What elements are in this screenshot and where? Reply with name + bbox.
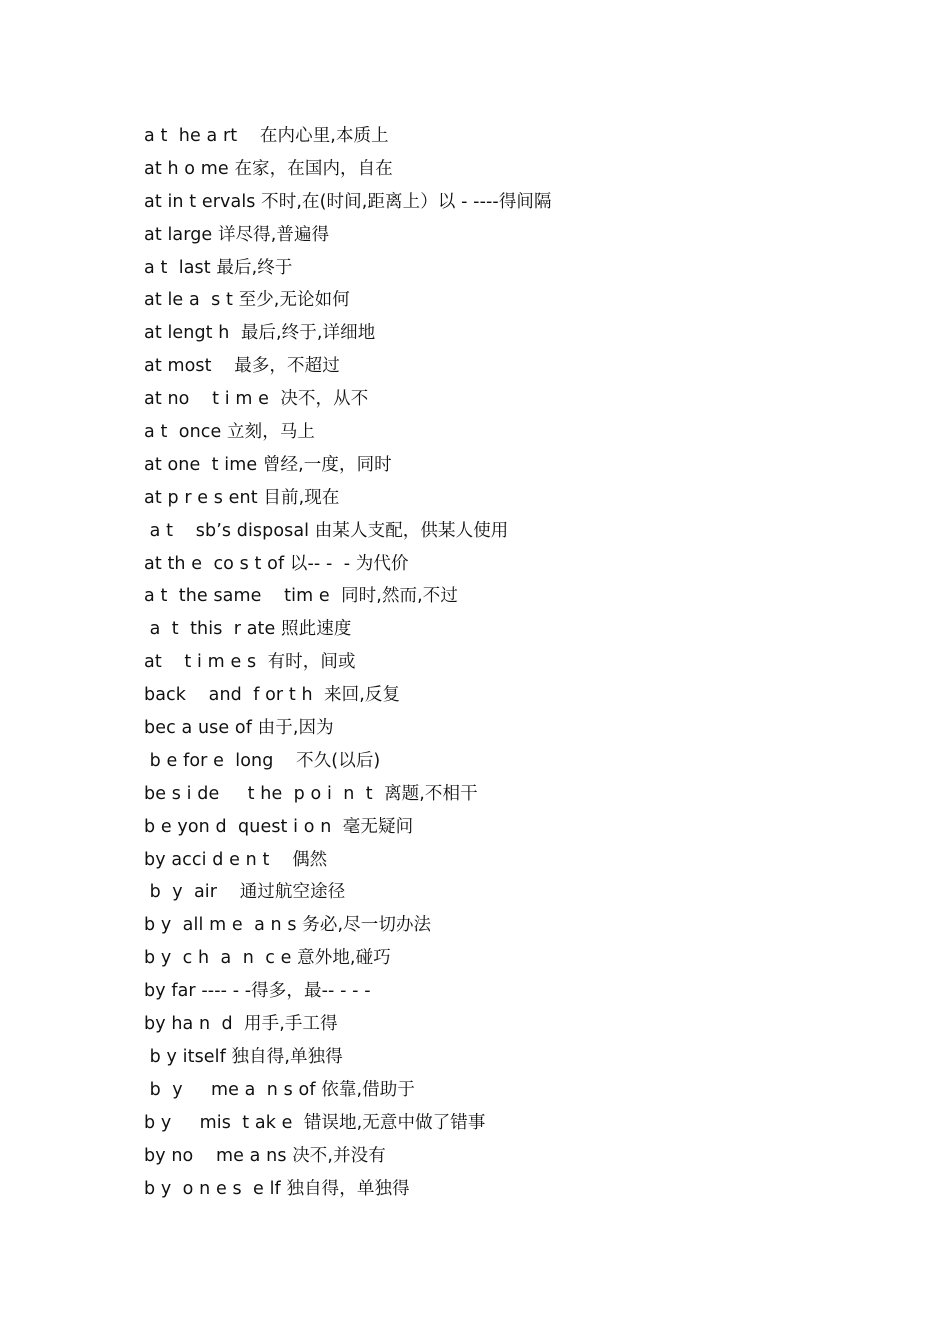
phrase-line: b e for e long 不久(以后) (144, 750, 381, 771)
phrase-line: b e yon d quest i o n 毫无疑问 (144, 816, 414, 837)
phrase-line: b y itself 独自得,单独得 (144, 1046, 343, 1067)
phrase-line: at no t i m e 决不，从不 (144, 389, 369, 410)
phrase-line: at one t ime 曾经,一度，同时 (144, 454, 392, 475)
phrase-line: bec a use of 由于,因为 (144, 718, 334, 739)
phrase-line: back and f or t h 来回,反复 (144, 685, 401, 706)
phrase-line: b y me a n s of 依靠,借助于 (144, 1079, 415, 1100)
phrase-line: at th e co s t of 以-- - - 为代价 (144, 553, 409, 574)
phrase-line: b y mis t ak e 错误地,无意中做了错事 (144, 1112, 486, 1133)
phrase-list (144, 120, 864, 1205)
phrase-line: at most 最多，不超过 (144, 356, 340, 377)
phrase-line: a t he a rt 在内心里,本质上 (144, 126, 389, 146)
phrase-line: at t i m e s 有时，间或 (144, 652, 356, 673)
phrase-line: a t this r ate 照此速度 (144, 619, 352, 640)
phrase-line: by ha n d 用手,手工得 (144, 1014, 338, 1035)
phrase-line: a t the same tim e 同时,然而,不过 (144, 586, 459, 607)
phrase-line: at large 详尽得,普遍得 (144, 224, 330, 245)
phrase-line: at h o me 在家，在国内，自在 (144, 158, 393, 179)
phrase-line: by no me a ns 决不,并没有 (144, 1145, 386, 1166)
phrase-line: b y c h a n c e 意外地,碰巧 (144, 948, 391, 969)
phrase-line: be s i de t he p o i n t 离题,不相干 (144, 783, 478, 804)
phrase-line: a t sb’s disposal 由某人支配，供某人使用 (144, 520, 509, 541)
phrase-line: at in t ervals 不时,在(时间,距离上）以 - ----得间隔 (144, 191, 552, 212)
phrase-line: b y o n e s e lf 独自得，单独得 (144, 1178, 410, 1199)
phrase-line: at p r e s ent 目前,现在 (144, 487, 340, 508)
phrase-line: a t last 最后,终于 (144, 257, 293, 278)
phrase-line: by acci d e n t 偶然 (144, 849, 328, 870)
phrase-line: by far ---- - -得多，最-- - - - (144, 981, 371, 1002)
phrase-line: at le a s t 至少,无论如何 (144, 290, 350, 311)
phrase-line: b y all m e a n s 务必,尽一切办法 (144, 915, 432, 936)
phrase-line: at lengt h 最后,终于,详细地 (144, 323, 376, 344)
phrase-line: b y air 通过航空途径 (144, 882, 346, 903)
phrase-line: a t once 立刻，马上 (144, 422, 316, 443)
